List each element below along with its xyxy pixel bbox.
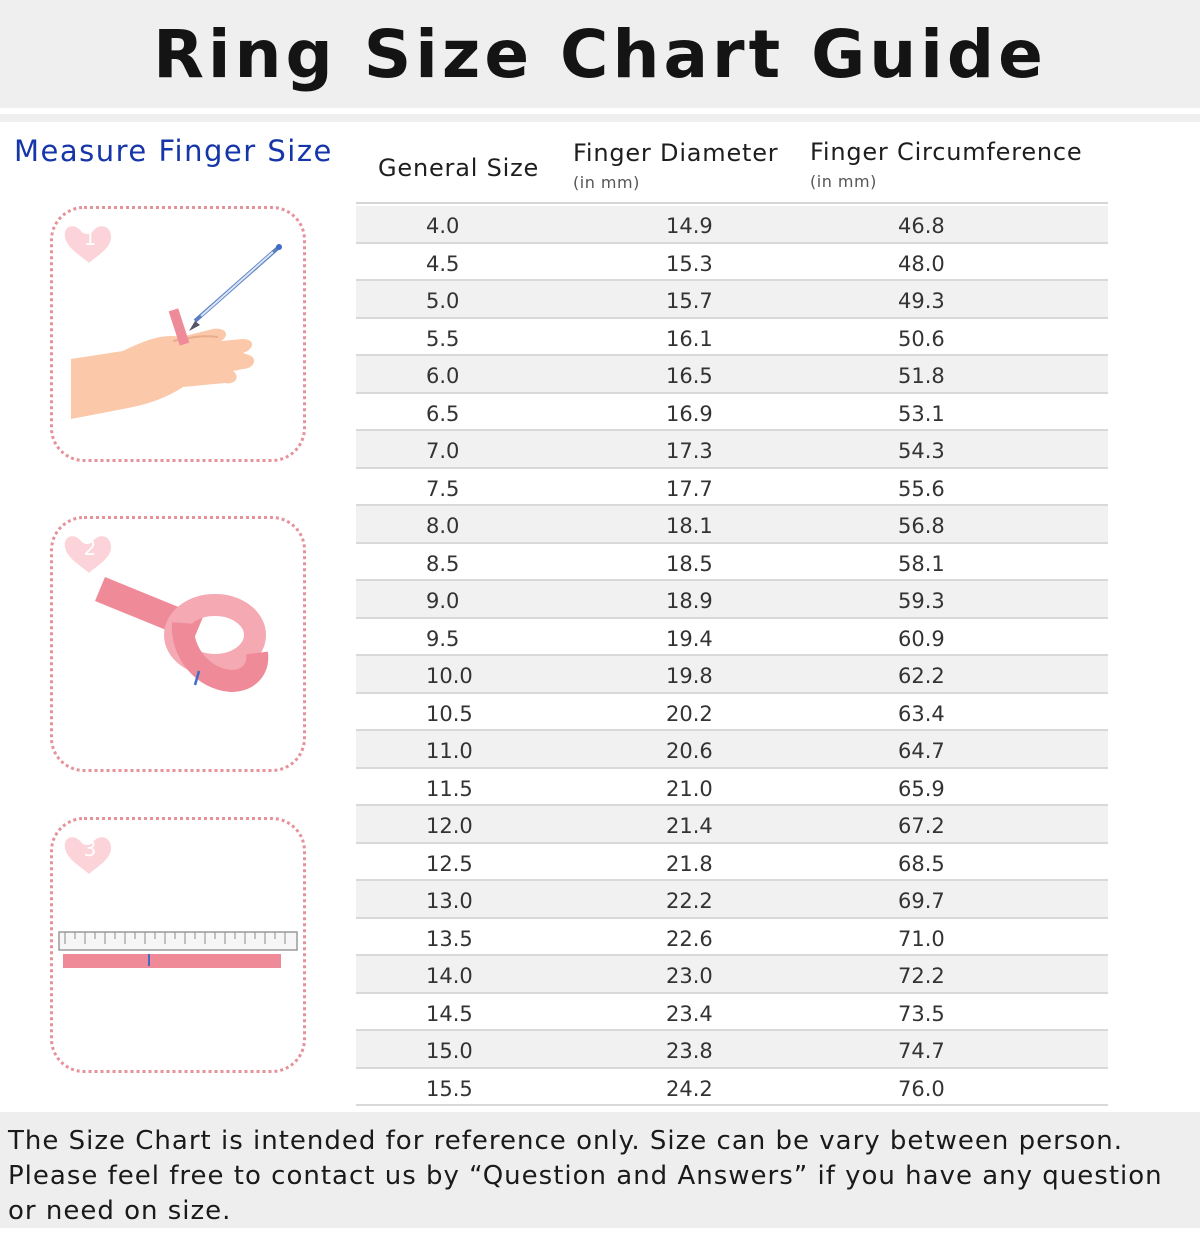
table-header [356,128,1108,204]
cell-finger-diameter: 18.1 [666,514,713,538]
table-row [356,469,1108,507]
cell-finger-circumference: 65.9 [898,776,945,801]
header-finger-circumference: Finger Circumference (in mm) [810,138,1083,191]
cell-general-size: 4.5 [426,251,460,276]
table-row [356,656,1108,694]
cell-finger-diameter: 21.0 [666,776,713,801]
table-row [356,694,1108,732]
cell-general-size: 14.0 [426,964,473,988]
cell-finger-circumference: 72.2 [898,964,945,988]
cell-general-size: 12.5 [426,851,473,876]
cell-general-size: 10.0 [426,664,473,688]
cell-finger-diameter: 17.3 [666,439,713,463]
cell-finger-diameter: 23.8 [666,1039,713,1063]
footer-line-3: or need on size. [8,1196,232,1226]
table-row [356,356,1108,394]
cell-general-size: 14.5 [426,1001,473,1026]
cell-finger-circumference: 68.5 [898,851,945,876]
cell-finger-diameter: 16.1 [666,326,713,351]
cell-finger-diameter: 18.5 [666,551,713,576]
cell-finger-circumference: 48.0 [898,251,945,276]
table-row [356,544,1108,582]
footer-line-1: The Size Chart is intended for reference only. Size can be vary between person. [8,1126,1124,1156]
title-bar [0,0,1200,108]
cell-finger-diameter: 23.4 [666,1001,713,1026]
cell-finger-diameter: 17.7 [666,476,713,501]
table-row [356,581,1108,619]
cell-general-size: 10.5 [426,701,473,726]
cell-finger-diameter: 14.9 [666,214,713,238]
ring-size-table [356,128,1108,1106]
cell-general-size: 9.5 [426,626,460,651]
table-row [356,394,1108,432]
cell-general-size: 7.5 [426,476,460,501]
cell-general-size: 5.0 [426,289,460,313]
table-row [356,919,1108,957]
table-row [356,844,1108,882]
cell-finger-circumference: 76.0 [898,1076,945,1101]
cell-finger-circumference: 69.7 [898,889,945,913]
cell-finger-diameter: 22.6 [666,926,713,951]
cell-finger-circumference: 50.6 [898,326,945,351]
cell-finger-circumference: 51.8 [898,364,945,388]
table-row [356,506,1108,544]
table-body [356,206,1108,1106]
cell-finger-diameter: 16.9 [666,401,713,426]
cell-finger-diameter: 20.2 [666,701,713,726]
cell-finger-circumference: 64.7 [898,739,945,763]
table-row [356,881,1108,919]
cell-finger-circumference: 67.2 [898,814,945,838]
table-row [356,1069,1108,1107]
cell-finger-diameter: 19.4 [666,626,713,651]
table-row [356,619,1108,657]
table-row [356,244,1108,282]
cell-finger-circumference: 73.5 [898,1001,945,1026]
table-row [356,319,1108,357]
cell-general-size: 12.0 [426,814,473,838]
cell-general-size: 13.5 [426,926,473,951]
cell-finger-diameter: 24.2 [666,1076,713,1101]
cell-finger-circumference: 53.1 [898,401,945,426]
cell-general-size: 13.0 [426,889,473,913]
cell-finger-diameter: 19.8 [666,664,713,688]
cell-general-size: 9.0 [426,589,460,613]
cell-general-size: 8.0 [426,514,460,538]
cell-general-size: 15.0 [426,1039,473,1063]
cell-finger-diameter: 18.9 [666,589,713,613]
cell-general-size: 6.0 [426,364,460,388]
cell-finger-circumference: 56.8 [898,514,945,538]
cell-finger-diameter: 22.2 [666,889,713,913]
table-row [356,769,1108,807]
cell-finger-circumference: 58.1 [898,551,945,576]
table-row [356,956,1108,994]
title-divider [0,114,1200,122]
cell-general-size: 5.5 [426,326,460,351]
step-number-1: 1 [83,226,97,250]
cell-general-size: 6.5 [426,401,460,426]
table-row [356,1031,1108,1069]
cell-general-size: 11.0 [426,739,473,763]
cell-finger-diameter: 20.6 [666,739,713,763]
cell-finger-circumference: 49.3 [898,289,945,313]
cell-finger-circumference: 55.6 [898,476,945,501]
table-row [356,806,1108,844]
step-card-3 [50,817,306,1073]
header-general-size: General Size [378,154,540,182]
page-title: Ring Size Chart Guide [153,15,1047,93]
step-card-1 [50,206,306,462]
table-row [356,281,1108,319]
cell-finger-circumference: 54.3 [898,439,945,463]
measure-heading: Measure Finger Size [14,134,333,168]
cell-finger-circumference: 71.0 [898,926,945,951]
cell-finger-circumference: 74.7 [898,1039,945,1063]
header-finger-diameter: Finger Diameter (in mm) [573,139,779,192]
cell-finger-diameter: 16.5 [666,364,713,388]
footer-note [0,1112,1200,1228]
cell-finger-circumference: 62.2 [898,664,945,688]
cell-general-size: 15.5 [426,1076,473,1101]
table-row [356,731,1108,769]
cell-general-size: 11.5 [426,776,473,801]
cell-general-size: 7.0 [426,439,460,463]
table-row [356,994,1108,1032]
cell-finger-circumference: 63.4 [898,701,945,726]
cell-finger-circumference: 59.3 [898,589,945,613]
cell-general-size: 8.5 [426,551,460,576]
cell-finger-diameter: 21.8 [666,851,713,876]
step-card-2 [50,516,306,772]
table-row [356,431,1108,469]
table-row [356,206,1108,244]
cell-general-size: 4.0 [426,214,460,238]
cell-finger-diameter: 21.4 [666,814,713,838]
cell-finger-circumference: 60.9 [898,626,945,651]
cell-finger-diameter: 15.7 [666,289,713,313]
step-number-3: 3 [83,837,97,861]
cell-finger-diameter: 15.3 [666,251,713,276]
footer-line-2: Please feel free to contact us by “Question and Answers” if you have any question [8,1161,1163,1191]
step-number-2: 2 [83,536,97,560]
cell-finger-circumference: 46.8 [898,214,945,238]
cell-finger-diameter: 23.0 [666,964,713,988]
